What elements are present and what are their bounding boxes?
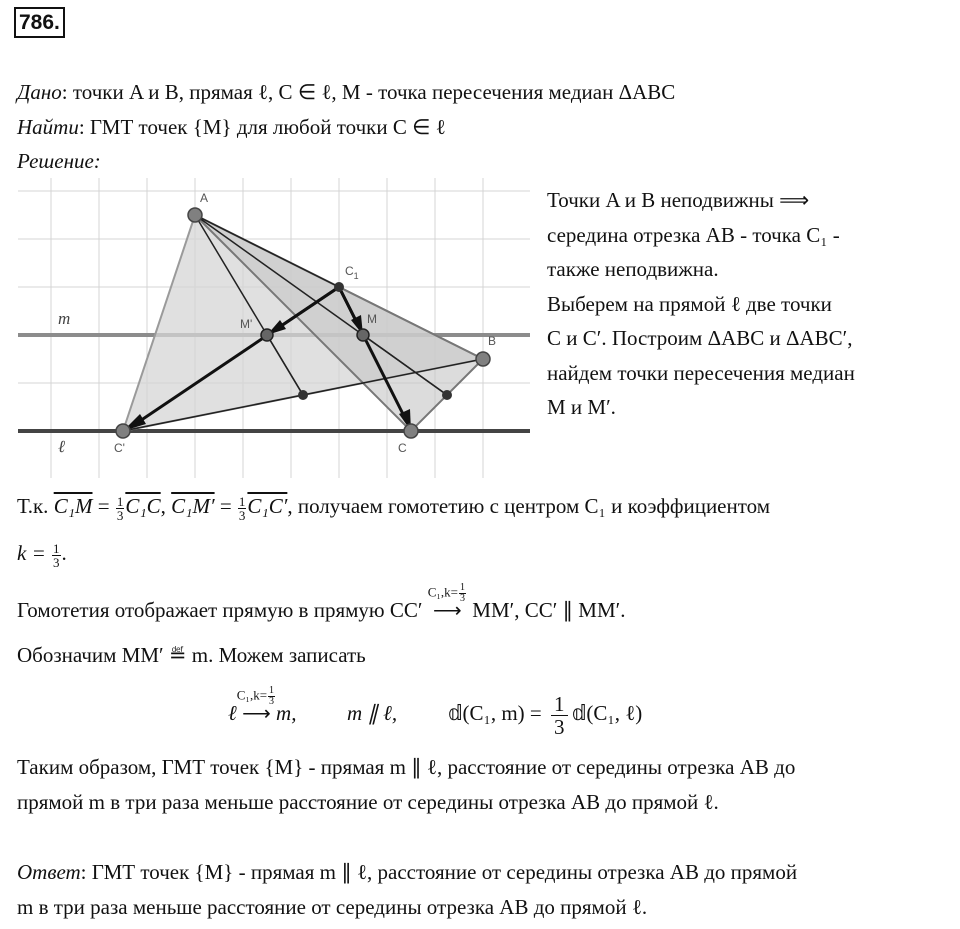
formula-parallel: m ∥ ℓ, [346, 701, 398, 725]
right-text-line: Выберем на прямой ℓ две точки [547, 291, 832, 316]
separator: , [160, 494, 172, 518]
label-c: C [398, 441, 407, 455]
point-c1 [334, 282, 344, 292]
right-text-line: Точки A и B неподвижны ⟹ [547, 188, 810, 212]
def-symbol: ≝ [168, 643, 187, 667]
find-line [17, 114, 446, 140]
vector-c1c: C₁C [125, 494, 161, 518]
label-c1: $C_1$ [345, 264, 359, 281]
label-c-prime: C' [114, 441, 125, 455]
answer [17, 855, 797, 925]
point-c [404, 424, 418, 438]
point-m-prime [261, 329, 273, 341]
find-label: Найти [17, 115, 79, 139]
right-text-line: также неподвижна. [547, 257, 719, 281]
right-text-line: C и C′. Построим ΔABC и ΔABC′, [547, 326, 853, 350]
label-m: M [367, 312, 377, 326]
label-a: A [200, 191, 209, 205]
fraction-one-third: $\frac{1}{3}$ [238, 493, 246, 523]
geometry-figure [18, 178, 530, 478]
period: . [61, 541, 67, 565]
label-line-l: ℓ [58, 437, 66, 456]
homothety-line [17, 583, 626, 623]
find-text: : ГМТ точек {M} для любой точки C ∈ ℓ [78, 115, 446, 139]
homothety-pre: Гомотетия отображает прямую в прямую CC′ [17, 598, 423, 622]
fraction-one-third: $\frac{1}{3}$ [53, 540, 60, 570]
k-equals: k = [17, 541, 51, 565]
since-prefix: Т.к. [17, 494, 49, 518]
label-line-m: m [58, 309, 71, 328]
point-m [357, 329, 369, 341]
since-line [17, 493, 770, 522]
label-b: B [488, 334, 497, 348]
formula-fraction: $\frac{1}{3}$ [551, 693, 568, 738]
denote-pre: Обозначим MM′ [17, 643, 169, 667]
vector-c1c-prime: C₁C′ [247, 494, 288, 518]
given-text: : точки A и B, прямая ℓ, C ∈ ℓ, M - точка пересечения медиан ΔABC [61, 80, 676, 104]
label-m-prime: M' [240, 317, 253, 331]
given-line [17, 79, 675, 105]
answer-text: : ГМТ точек {M} - прямая m ∥ ℓ, расстояние от середины отрезка AB до прямой [80, 860, 798, 884]
right-text-line: M и M′. [547, 395, 616, 419]
conclusion-line: Таким образом, ГМТ точек {M} - прямая m ∥ ℓ, расстояние от середины отрезка AB до [17, 755, 796, 779]
midpoint-bc [442, 390, 452, 400]
equals: = [214, 494, 237, 518]
point-c-prime [116, 424, 130, 438]
problem-number: 786. [14, 7, 65, 38]
answer-label: Ответ [17, 860, 81, 884]
given-label: Дано [17, 80, 62, 104]
vector-c1m: C₁M [53, 494, 93, 518]
since-suffix: , получаем гомотетию с центром C₁ и коэффициентом [287, 494, 771, 518]
formula-arrow: C₁,k= $\frac{1}{3}$ ⟶ [236, 685, 275, 725]
solution-label: Решение: [17, 149, 101, 173]
denote-post: m. Можем записать [186, 643, 366, 667]
point-b [476, 352, 490, 366]
denote-line [17, 642, 366, 668]
main-formula [228, 686, 642, 738]
formula-l: ℓ [228, 701, 237, 725]
equals: = [92, 494, 115, 518]
conclusion-line: прямой m в три раза меньше расстояние от середины отрезка AB до прямой ℓ. [17, 790, 719, 814]
answer-line-2: m в три раза меньше расстояние от середины отрезка AB до прямой ℓ. [17, 895, 648, 919]
vector-c1m-prime: C₁M′ [171, 494, 215, 518]
formula-distance-m: 𝕕(C₁, m) = [447, 701, 548, 725]
point-a [188, 208, 202, 222]
right-text-line: найдем точки пересечения медиан [547, 360, 855, 385]
conclusion [17, 750, 795, 820]
coefficient-line [17, 540, 67, 569]
formula-distance-l: 𝕕(C₁, ℓ) [571, 701, 643, 725]
answer-line-1 [17, 855, 797, 890]
right-explanation [547, 183, 855, 425]
homothety-arrow: C₁,k= $\frac{1}{3}$ ⟶ [427, 582, 466, 622]
fraction-one-third: $\frac{1}{3}$ [116, 493, 124, 523]
right-text-line: середина отрезка AB - точка C₁ - [547, 222, 840, 247]
formula-m: m, [276, 701, 297, 725]
midpoint-bc-prime [298, 390, 308, 400]
homothety-post: MM′, CC′ ∥ MM′. [472, 598, 626, 622]
